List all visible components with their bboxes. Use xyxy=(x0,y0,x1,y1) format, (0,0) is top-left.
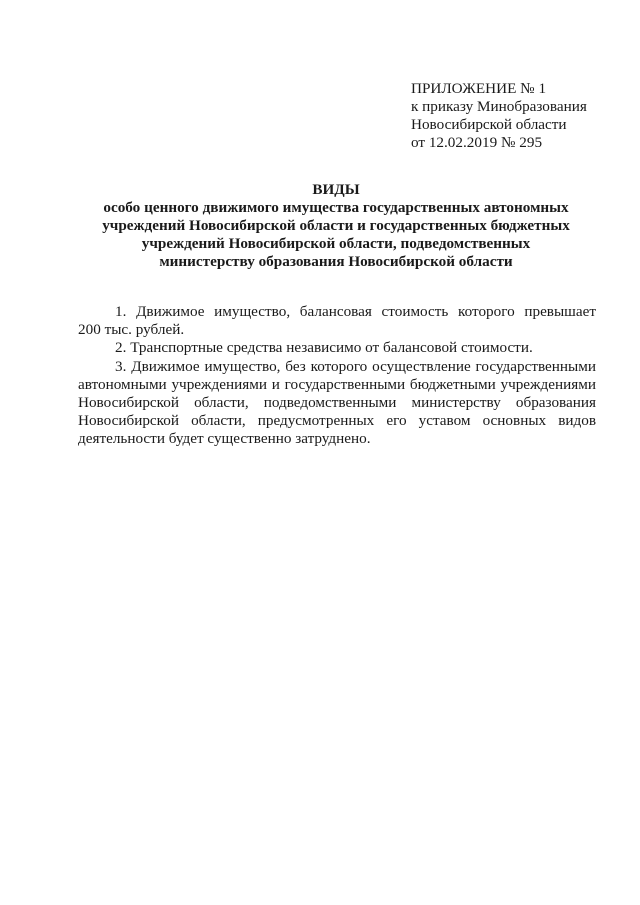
appendix-header xyxy=(411,80,621,152)
appendix-region: Новосибирской области xyxy=(411,116,567,133)
appendix-number: ПРИЛОЖЕНИЕ № 1 xyxy=(411,80,547,97)
item-3-line-1: 3. Движимое имущество, без которого осуществление государственными xyxy=(115,357,596,375)
item-3-line-5: деятельности будет существенно затруднено. xyxy=(78,430,371,448)
item-2-line-1: 2. Транспортные средства независимо от балансовой стоимости. xyxy=(115,339,533,357)
document-body xyxy=(78,303,596,449)
heading-line-4: министерству образования Новосибирской области xyxy=(159,253,513,270)
document-heading xyxy=(80,181,592,271)
document-title: ВИДЫ xyxy=(312,181,360,198)
item-1-line-1: 1. Движимое имущество, балансовая стоимость которого превышает xyxy=(115,303,596,320)
heading-line-3: учреждений Новосибирской области, подведомственных xyxy=(141,235,531,252)
item-3-line-2: автономными учреждениями и государственными бюджетными учреждениями xyxy=(78,375,596,393)
heading-line-1: особо ценного движимого имущества государственных автономных xyxy=(103,199,569,216)
appendix-order-ref: к приказу Минобразования xyxy=(411,98,587,115)
appendix-date-number: от 12.02.2019 № 295 xyxy=(411,134,543,151)
item-3-line-3: Новосибирской области, подведомственными министерству образования xyxy=(78,394,596,412)
item-1-line-2: 200 тыс. рублей. xyxy=(78,321,185,339)
heading-line-2: учреждений Новосибирской области и государственных бюджетных xyxy=(102,217,570,234)
item-3-line-4: Новосибирской области, предусмотренных его уставом основных видов xyxy=(78,412,596,430)
